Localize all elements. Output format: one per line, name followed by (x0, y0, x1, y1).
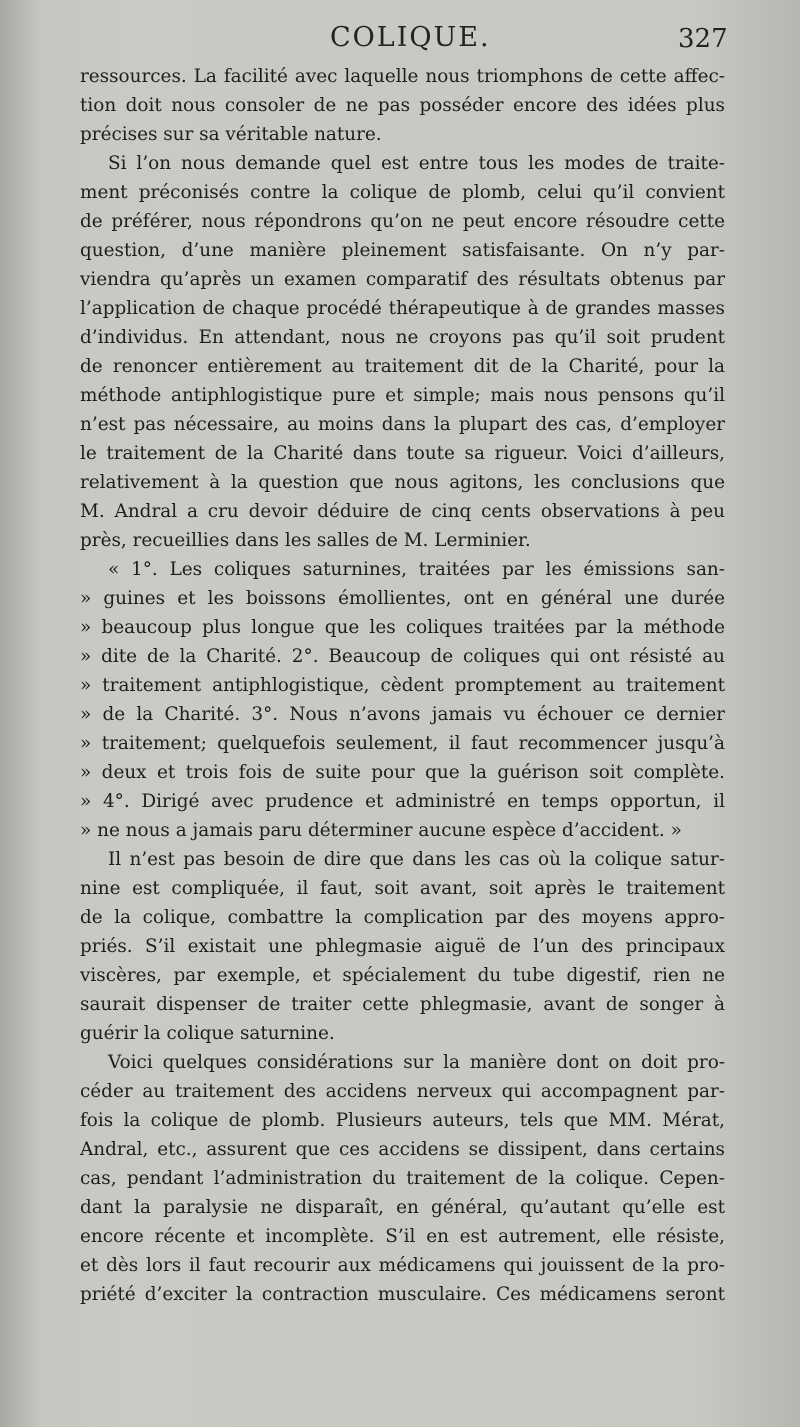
text-line: nine est compliquée, il faut, soit avant, soit après le traitement (80, 878, 725, 899)
text-line: saurait dispenser de traiter cette phlegmasie, avant de songer à (80, 994, 725, 1015)
text-line: » beaucoup plus longue que les coliques traitées par la méthode (80, 617, 725, 638)
text-line: cas, pendant l’administration du traitement de la colique. Cepen- (80, 1168, 725, 1189)
text-line: ressources. La facilité avec laquelle nous triomphons de cette affec- (80, 66, 725, 87)
text-line: précises sur sa véritable nature. (80, 124, 382, 145)
text-line: n’est pas nécessaire, au moins dans la plupart des cas, d’employer (80, 414, 725, 435)
text-line: « 1°. Les coliques saturnines, traitées par les émissions san- (108, 559, 725, 580)
text-line: encore récente et incomplète. S’il en est autrement, elle résiste, (80, 1226, 725, 1247)
text-line: Andral, etc., assurent que ces accidens se dissipent, dans certains (80, 1139, 725, 1160)
text-line: fois la colique de plomb. Plusieurs auteurs, tels que MM. Mérat, (80, 1110, 725, 1131)
text-line: de la colique, combattre la complication par des moyens appro- (80, 907, 725, 928)
text-line: Si l’on nous demande quel est entre tous les modes de traite- (108, 153, 725, 174)
text-line: » ne nous a jamais paru déterminer aucune espèce d’accident. » (80, 820, 682, 841)
text-line: ment préconisés contre la colique de plomb, celui qu’il convient (80, 182, 725, 203)
text-line: tion doit nous consoler de ne pas posséder encore des idées plus (80, 95, 725, 116)
text-line: de préférer, nous répondrons qu’on ne peut encore résoudre cette (80, 211, 725, 232)
text-line: relativement à la question que nous agitons, les conclusions que (80, 472, 725, 493)
text-line: d’individus. En attendant, nous ne croyons pas qu’il soit prudent (80, 327, 725, 348)
text-line: Il n’est pas besoin de dire que dans les cas où la colique satur- (108, 849, 725, 870)
text-line: priés. S’il existait une phlegmasie aiguë de l’un des principaux (80, 936, 725, 957)
text-line: l’application de chaque procédé thérapeutique à de grandes masses (80, 298, 725, 319)
page-number: 327 (678, 24, 728, 54)
text-line: céder au traitement des accidens nerveux qui accompagnent par- (80, 1081, 725, 1102)
text-line: viendra qu’après un examen comparatif des résultats obtenus par (80, 269, 725, 290)
text-line: près, recueillies dans les salles de M. Lerminier. (80, 530, 531, 551)
text-line: » guines et les boissons émollientes, ont en général une durée (80, 588, 725, 609)
text-line: » deux et trois fois de suite pour que la guérison soit complète. (80, 762, 725, 783)
text-line: guérir la colique saturnine. (80, 1023, 335, 1044)
text-line: » dite de la Charité. 2°. Beaucoup de coliques qui ont résisté au (80, 646, 725, 667)
text-line: » de la Charité. 3°. Nous n’avons jamais vu échouer ce dernier (80, 704, 725, 725)
text-line: viscères, par exemple, et spécialement du tube digestif, rien ne (80, 965, 725, 986)
text-line: » traitement antiphlogistique, cèdent promptement au traitement (80, 675, 725, 696)
body-text (80, 62, 725, 1309)
text-line: le traitement de la Charité dans toute sa rigueur. Voici d’ailleurs, (80, 443, 725, 464)
text-line: Voici quelques considérations sur la manière dont on doit pro- (108, 1052, 725, 1073)
text-line: » traitement; quelquefois seulement, il faut recommencer jusqu’à (80, 733, 725, 754)
text-line: » 4°. Dirigé avec prudence et administré en temps opportun, il (80, 791, 725, 812)
text-line: priété d’exciter la contraction musculaire. Ces médicamens seront (80, 1284, 725, 1305)
text-line: et dès lors il faut recourir aux médicamens qui jouissent de la pro- (80, 1255, 725, 1276)
page-header (0, 14, 800, 64)
text-line: question, d’une manière pleinement satisfaisante. On n’y par- (80, 240, 725, 261)
text-line: M. Andral a cru devoir déduire de cinq cents observations à peu (80, 501, 725, 522)
text-line: méthode antiphlogistique pure et simple; mais nous pensons qu’il (80, 385, 725, 406)
text-line: dant la paralysie ne disparaît, en général, qu’autant qu’elle est (80, 1197, 725, 1218)
text-line: de renoncer entièrement au traitement dit de la Charité, pour la (80, 356, 725, 377)
running-title: COLIQUE. (330, 22, 491, 53)
